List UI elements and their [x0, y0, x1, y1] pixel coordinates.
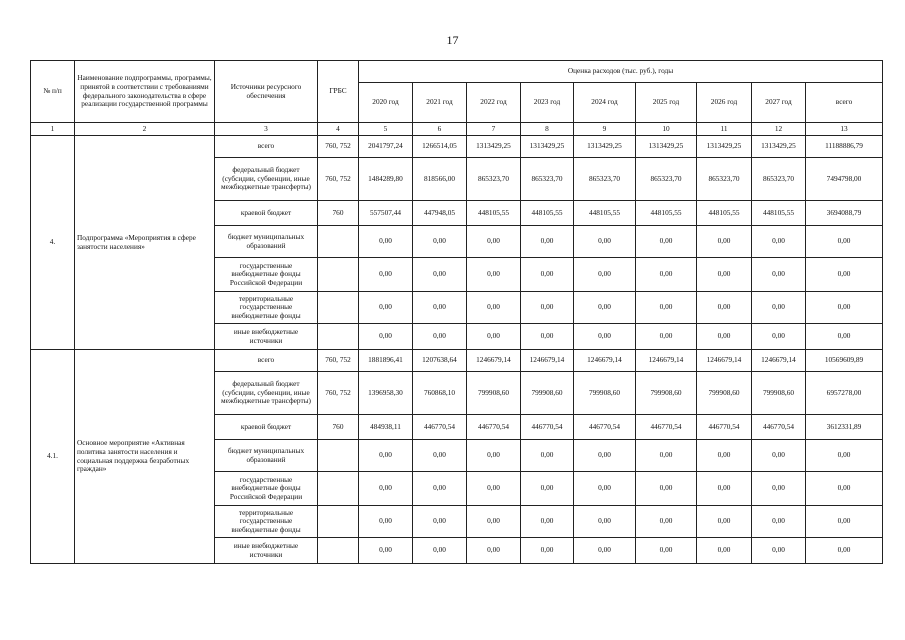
year-value: 0,00: [636, 538, 697, 564]
year-header: 2021 год: [413, 83, 467, 123]
grbs-code: [318, 506, 359, 538]
funding-source: бюджет муниципальных образований: [215, 440, 318, 472]
column-index-row: [31, 123, 883, 136]
section-name: Подпрограмма «Мероприятия в сфере занятости населения»: [75, 136, 215, 350]
year-value: 446770,54: [413, 415, 467, 440]
year-value: 446770,54: [521, 415, 574, 440]
year-value: 0,00: [697, 258, 752, 292]
table-row: [31, 350, 883, 372]
year-header: 2027 год: [752, 83, 806, 123]
total-value: 0,00: [806, 506, 883, 538]
funding-source: иные внебюджетные источники: [215, 324, 318, 350]
year-value: 0,00: [752, 292, 806, 324]
year-value: 0,00: [467, 226, 521, 258]
total-value: 0,00: [806, 258, 883, 292]
year-value: 0,00: [467, 440, 521, 472]
year-value: 1246679,14: [574, 350, 636, 372]
year-value: 1484289,80: [359, 158, 413, 201]
year-value: 1313429,25: [574, 136, 636, 158]
grbs-code: 760: [318, 201, 359, 226]
year-value: 0,00: [521, 538, 574, 564]
year-value: 799908,60: [521, 372, 574, 415]
funding-source: краевой бюджет: [215, 415, 318, 440]
year-value: 446770,54: [467, 415, 521, 440]
funding-source: краевой бюджет: [215, 201, 318, 226]
year-value: 1313429,25: [521, 136, 574, 158]
funding-source: всего: [215, 350, 318, 372]
year-value: 1246679,14: [752, 350, 806, 372]
grbs-code: 760, 752: [318, 158, 359, 201]
year-value: 1266514,05: [413, 136, 467, 158]
year-header: 2024 год: [574, 83, 636, 123]
column-index: 2: [75, 123, 215, 136]
page-number: 17: [446, 33, 459, 47]
year-value: 1246679,14: [697, 350, 752, 372]
year-value: 1246679,14: [521, 350, 574, 372]
year-value: 0,00: [574, 324, 636, 350]
year-value: 0,00: [636, 472, 697, 506]
year-header: 2026 год: [697, 83, 752, 123]
year-value: 0,00: [467, 258, 521, 292]
year-value: 760868,10: [413, 372, 467, 415]
funding-source: территориальные государственные внебюджетные фонды: [215, 506, 318, 538]
year-value: 0,00: [697, 324, 752, 350]
year-value: 0,00: [413, 258, 467, 292]
total-value: 11188886,79: [806, 136, 883, 158]
year-value: 1313429,25: [697, 136, 752, 158]
year-value: 0,00: [521, 258, 574, 292]
year-value: 1313429,25: [636, 136, 697, 158]
year-value: 0,00: [413, 538, 467, 564]
year-value: 0,00: [752, 226, 806, 258]
year-value: 0,00: [521, 506, 574, 538]
grbs-code: [318, 226, 359, 258]
grbs-code: [318, 440, 359, 472]
year-value: 0,00: [521, 324, 574, 350]
year-value: 2041797,24: [359, 136, 413, 158]
grbs-code: [318, 292, 359, 324]
year-value: 865323,70: [752, 158, 806, 201]
year-value: 0,00: [697, 226, 752, 258]
total-value: 10569609,89: [806, 350, 883, 372]
year-value: 0,00: [359, 324, 413, 350]
year-value: 0,00: [359, 292, 413, 324]
year-value: 448105,55: [752, 201, 806, 226]
year-value: 0,00: [413, 506, 467, 538]
year-value: 0,00: [574, 226, 636, 258]
funding-source: всего: [215, 136, 318, 158]
column-index: 3: [215, 123, 318, 136]
year-value: 0,00: [574, 506, 636, 538]
table-body: [31, 136, 883, 564]
year-value: 0,00: [359, 258, 413, 292]
year-value: 0,00: [359, 226, 413, 258]
year-value: 0,00: [521, 440, 574, 472]
section-name: Основное мероприятие «Активная политика занятости населения и социальная поддержка безработных граждан»: [75, 350, 215, 564]
year-header: 2020 год: [359, 83, 413, 123]
total-value: 0,00: [806, 324, 883, 350]
year-value: 0,00: [413, 324, 467, 350]
year-value: 484938,11: [359, 415, 413, 440]
year-value: 0,00: [574, 440, 636, 472]
year-value: 0,00: [521, 292, 574, 324]
year-value: 448105,55: [574, 201, 636, 226]
header-grbs: ГРБС: [318, 61, 359, 123]
column-index: 7: [467, 123, 521, 136]
year-value: 1313429,25: [467, 136, 521, 158]
year-value: 446770,54: [752, 415, 806, 440]
year-value: 0,00: [636, 226, 697, 258]
year-value: 557507,44: [359, 201, 413, 226]
year-value: 865323,70: [697, 158, 752, 201]
year-value: 0,00: [574, 472, 636, 506]
year-value: 0,00: [697, 292, 752, 324]
total-value: 3612331,89: [806, 415, 883, 440]
grbs-code: 760: [318, 415, 359, 440]
column-index: 8: [521, 123, 574, 136]
column-index: 6: [413, 123, 467, 136]
year-value: 0,00: [636, 440, 697, 472]
year-value: 0,00: [467, 506, 521, 538]
year-value: 0,00: [413, 292, 467, 324]
year-value: 0,00: [752, 506, 806, 538]
total-value: 0,00: [806, 226, 883, 258]
year-value: 0,00: [636, 506, 697, 538]
year-value: 1246679,14: [467, 350, 521, 372]
year-value: 446770,54: [636, 415, 697, 440]
section-number: 4.1.: [31, 350, 75, 564]
header-num: № п/п: [31, 61, 75, 123]
budget-table: [30, 60, 883, 564]
year-value: 0,00: [521, 472, 574, 506]
year-value: 0,00: [413, 440, 467, 472]
year-value: 818566,00: [413, 158, 467, 201]
year-value: 799908,60: [697, 372, 752, 415]
column-index: 4: [318, 123, 359, 136]
year-header: 2022 год: [467, 83, 521, 123]
year-value: 865323,70: [636, 158, 697, 201]
year-value: 1207638,64: [413, 350, 467, 372]
year-value: 1881896,41: [359, 350, 413, 372]
year-value: 448105,55: [697, 201, 752, 226]
column-index: 1: [31, 123, 75, 136]
year-value: 0,00: [574, 292, 636, 324]
year-value: 0,00: [697, 538, 752, 564]
column-index: 10: [636, 123, 697, 136]
year-value: 0,00: [467, 472, 521, 506]
total-value: 0,00: [806, 538, 883, 564]
column-index: 12: [752, 123, 806, 136]
year-value: 0,00: [359, 506, 413, 538]
section-number: 4.: [31, 136, 75, 350]
column-index: 13: [806, 123, 883, 136]
funding-source: государственные внебюджетные фонды Российской Федерации: [215, 258, 318, 292]
year-value: 446770,54: [697, 415, 752, 440]
funding-source: территориальные государственные внебюджетные фонды: [215, 292, 318, 324]
column-index: 11: [697, 123, 752, 136]
year-value: 1313429,25: [752, 136, 806, 158]
grbs-code: [318, 258, 359, 292]
year-value: 447948,05: [413, 201, 467, 226]
year-value: 0,00: [359, 472, 413, 506]
header-name: Наименование подпрограммы, программы, принятой в соответствии с требованиями федерального законодательства в сфере реализации государственной программы: [75, 61, 215, 123]
year-value: 0,00: [413, 226, 467, 258]
year-value: 0,00: [752, 258, 806, 292]
grbs-code: [318, 538, 359, 564]
table-row: [31, 136, 883, 158]
year-value: 799908,60: [574, 372, 636, 415]
year-value: 1396958,30: [359, 372, 413, 415]
total-value: 6957278,00: [806, 372, 883, 415]
grbs-code: 760, 752: [318, 136, 359, 158]
year-value: 865323,70: [574, 158, 636, 201]
grbs-code: [318, 324, 359, 350]
grbs-code: 760, 752: [318, 350, 359, 372]
year-header: 2023 год: [521, 83, 574, 123]
year-value: 0,00: [359, 538, 413, 564]
year-value: 448105,55: [521, 201, 574, 226]
year-value: 0,00: [752, 538, 806, 564]
grbs-code: [318, 472, 359, 506]
year-value: 0,00: [697, 472, 752, 506]
year-value: 0,00: [467, 538, 521, 564]
year-value: 799908,60: [752, 372, 806, 415]
funding-source: бюджет муниципальных образований: [215, 226, 318, 258]
year-value: 0,00: [752, 324, 806, 350]
funding-source: государственные внебюджетные фонды Российской Федерации: [215, 472, 318, 506]
year-value: 0,00: [697, 440, 752, 472]
year-value: 799908,60: [467, 372, 521, 415]
year-value: 448105,55: [467, 201, 521, 226]
year-value: 448105,55: [636, 201, 697, 226]
year-value: 865323,70: [521, 158, 574, 201]
year-value: 0,00: [752, 440, 806, 472]
total-header: всего: [806, 83, 883, 123]
year-value: 0,00: [636, 324, 697, 350]
funding-source: федеральный бюджет (субсидии, субвенции, иные межбюджетные трансферты): [215, 158, 318, 201]
header-sources: Источники ресурсного обеспечения: [215, 61, 318, 123]
grbs-code: 760, 752: [318, 372, 359, 415]
column-index: 9: [574, 123, 636, 136]
total-value: 3694088,79: [806, 201, 883, 226]
year-value: 0,00: [636, 292, 697, 324]
total-value: 0,00: [806, 292, 883, 324]
total-value: 0,00: [806, 440, 883, 472]
year-header: 2025 год: [636, 83, 697, 123]
year-value: 0,00: [521, 226, 574, 258]
year-value: 0,00: [697, 506, 752, 538]
year-value: 0,00: [636, 258, 697, 292]
year-value: 0,00: [467, 292, 521, 324]
year-value: 0,00: [574, 258, 636, 292]
year-value: 0,00: [413, 472, 467, 506]
year-value: 1246679,14: [636, 350, 697, 372]
year-value: 0,00: [752, 472, 806, 506]
funding-source: федеральный бюджет (субсидии, субвенции, иные межбюджетные трансферты): [215, 372, 318, 415]
year-value: 0,00: [359, 440, 413, 472]
year-value: 446770,54: [574, 415, 636, 440]
column-index: 5: [359, 123, 413, 136]
header-estimate: Оценка расходов (тыс. руб.), годы: [359, 61, 883, 83]
year-value: 865323,70: [467, 158, 521, 201]
year-value: 0,00: [467, 324, 521, 350]
total-value: 0,00: [806, 472, 883, 506]
year-value: 799908,60: [636, 372, 697, 415]
year-value: 0,00: [574, 538, 636, 564]
total-value: 7494798,00: [806, 158, 883, 201]
funding-source: иные внебюджетные источники: [215, 538, 318, 564]
